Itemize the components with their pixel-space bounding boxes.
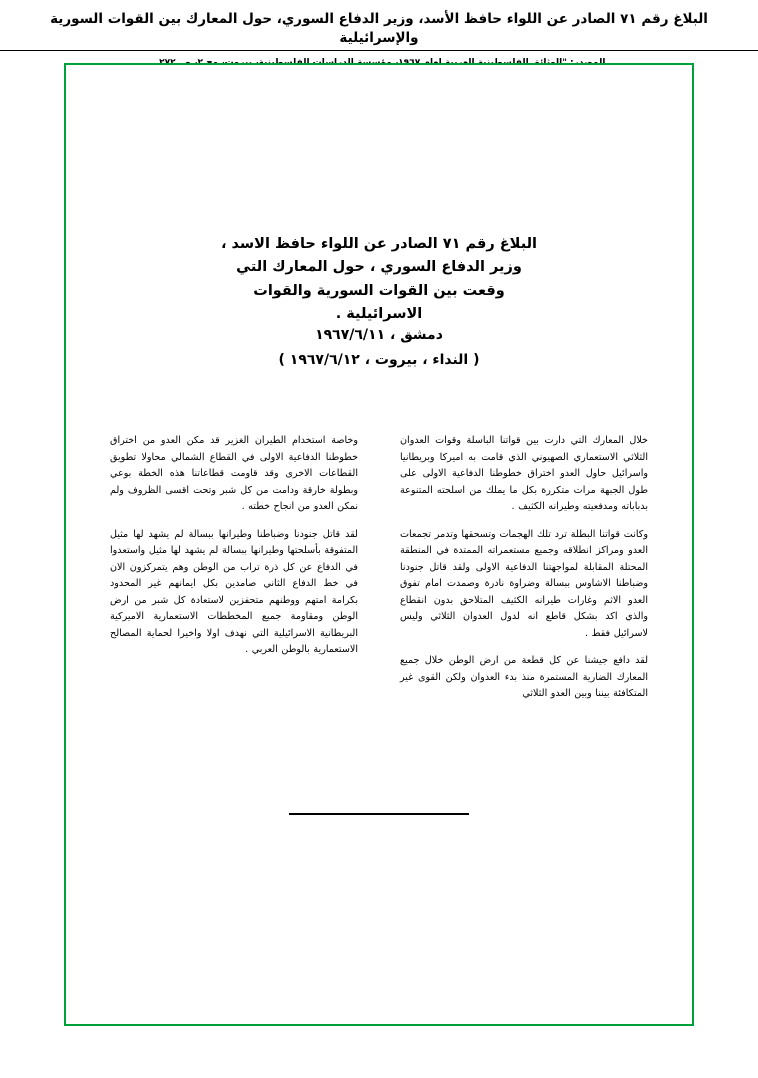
body-columns <box>66 433 692 703</box>
paragraph: لقد دافع جيشنا عن كل قطعة من ارض الوطن خلال جميع المعارك الضارية المستمرة منذ بدء العدوان ولكن القوى غير المتكافئة بيننا وبين العدو الثلاثي <box>400 655 648 699</box>
document-title-line: وزير الدفاع السوري ، حول المعارك التي <box>236 259 522 276</box>
header-title: البلاغ رقم ٧١ الصادر عن اللواء حافظ الأسد، وزير الدفاع السوري، حول المعارك بين القوات السورية والإسرائيلية <box>0 10 758 51</box>
paragraph: لقد قاتل جنودنا وضباطنا وطيرانها ببسالة لم يشهد لها مثيل المتفوقة بأسلحتها وطيرانها ببسالة لم يشهد لها مثيل واستعدوا في الدفاع عن كل ذرة تراب من الوطن وهم يتمركزون الان في خط الدفاع الثاني صامدين بكل ايمانهم غير المحدود بكرامة امتهم ووطنهم متحفزين لاستعادة كل شبر من ارض الوطن ومقاومة جميع المخططات الاستعمارية الاميركية البريطانية الاسرائيلية التي نهدف اولا واخيرا لحماية المصالح الاستعمارية بالوطن العربي . <box>110 528 358 655</box>
document-title <box>66 233 692 327</box>
paragraph: وكانت قواتنا البطلة ترد تلك الهجمات وتسحقها وتدمر تجمعات العدو ومراكز انطلاقه وجميع مستعمراته الممتدة في المنطقة المحتلة المقابلة لمواجهتنا الدفاعية الاولى ولقد قاتل جنودنا وضباطنا الاشاوس ببسالة وضراوة نادرة وصمدت امام تفوق العدو الاثم وغارات طيرانه الكثيف المتلاحق بدون انقطاع والذي اكد بشكل قاطع انه لدول العدوان الثلاثي وليس لاسرائيل فقط . <box>400 528 648 639</box>
document-title-line: وقعت بين القوات السورية والقوات <box>253 282 505 299</box>
bottom-divider <box>289 813 469 815</box>
paragraph: وخاصة استخدام الطيران الغزير قد مكن العدو من اختراق خطوطنا الدفاعية الاولى في القطاع الشمالي محاولا تطويق القطاعات الاخرى وقد قاومت قطاعاتنا هذه الخطة بوعي وبطولة خارقة ودامت من كل شبر وتحت اقسى الظروف ولم نمكن العدو من انجاح خطته . <box>110 435 358 512</box>
document-frame <box>64 63 694 1026</box>
page-header <box>0 10 758 69</box>
document-title-line: الاسرائيلية . <box>335 306 423 323</box>
column-left <box>110 433 358 703</box>
document-dateline <box>66 323 692 372</box>
dateline-place: دمشق ، ١٩٦٧/٦/١١ <box>315 327 443 343</box>
dateline-publication: ( النداء ، بيروت ، ١٩٦٧/٦/١٢ ) <box>278 351 480 368</box>
document-title-line: البلاغ رقم ٧١ الصادر عن اللواء حافظ الاسد ، <box>220 236 538 252</box>
column-right <box>400 433 648 703</box>
paragraph: خلال المعارك التي دارت بين قواتنا الباسلة وقوات العدوان الثلاثي الاستعماري الصهيوني الذي قامت به اميركا وبريطانيا واسرائيل حاول العدو اختراق خطوطنا الدفاعية الاولى على طول الجبهة مرات متكررة بكل ما يملك من اسلحته المتنوعة بدباباته ومدفعيته وطيرانه الكثيف . <box>400 435 648 512</box>
